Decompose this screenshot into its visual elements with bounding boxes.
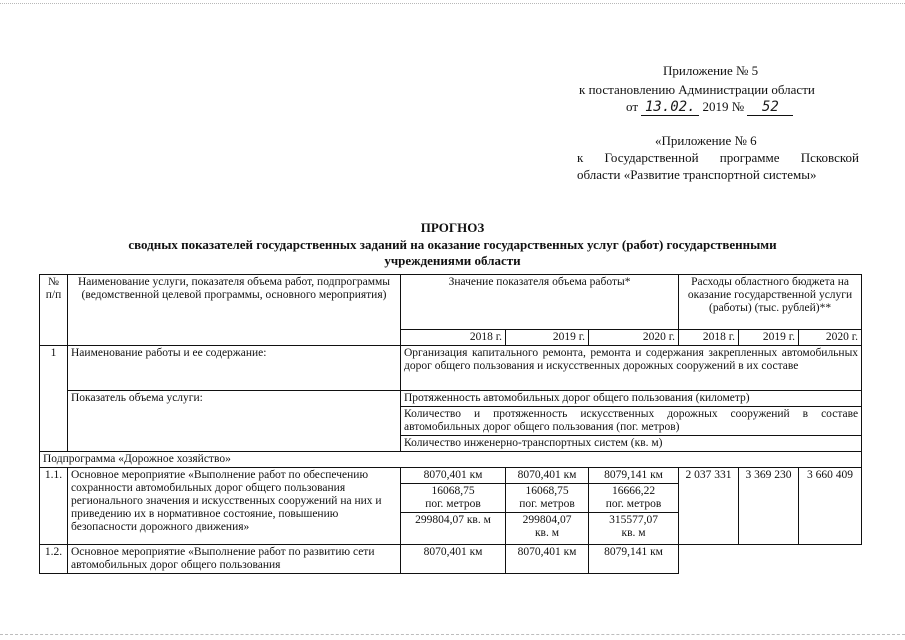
table-row <box>40 452 862 468</box>
empty-cell <box>679 545 739 574</box>
header-row <box>40 275 862 330</box>
indicator-structures: Количество и протяженность искусственных дорожных сооружений в составе автомобильных дорог общего пользования (пог. метров) <box>401 407 862 436</box>
indicator-length: Протяженность автомобильных дорог общего пользования (километр) <box>401 391 862 407</box>
header-year-volume-2019: 2019 г. <box>506 330 589 346</box>
empty-cell <box>739 545 799 574</box>
km-2019: 8070,401 км <box>506 545 589 574</box>
appendix-5-title: Приложение № 5 <box>663 63 759 78</box>
pog-2020: 16666,22 пог. метров <box>589 484 679 513</box>
appendix-5-decree: к постановлению Администрации области <box>579 82 815 97</box>
date-prefix: от <box>626 99 639 114</box>
row-num: 1.2. <box>40 545 68 574</box>
km-2019: 8070,401 км <box>506 468 589 484</box>
km-2018: 8070,401 км <box>401 468 506 484</box>
sqm-2018: 299804,07 кв. м <box>401 513 506 545</box>
header-num: № п/п <box>40 275 68 346</box>
header-budget: Расходы областного бюджета на оказание государственной услуги (работы) (тыс. рублей)** <box>679 275 862 330</box>
document-subtitle-2: учреждениями области <box>384 253 521 268</box>
budget-2018: 2 037 331 <box>679 468 739 545</box>
appendix-6-title: «Приложение № 6 <box>655 133 757 148</box>
budget-2020: 3 660 409 <box>799 468 862 545</box>
scan-edge-top <box>0 3 905 4</box>
measure-name: Основное мероприятие «Выполнение работ по развитию сети автомобильных дорог общего пользования <box>68 545 401 574</box>
appendix-5-date-line <box>626 99 793 116</box>
budget-2019: 3 369 230 <box>739 468 799 545</box>
table-row <box>40 391 862 407</box>
indicator-label: Показатель объема услуги: <box>68 391 401 452</box>
handwritten-date: 13.02. <box>641 99 699 116</box>
km-2020: 8079,141 км <box>589 545 679 574</box>
subprogram-title: Подпрограмма «Дорожное хозяйство» <box>40 452 862 468</box>
document-title: ПРОГНОЗ <box>420 220 485 235</box>
pog-2019: 16068,75 пог. метров <box>506 484 589 513</box>
table-row <box>40 346 862 391</box>
row-num: 1 <box>40 346 68 452</box>
km-2020: 8079,141 км <box>589 468 679 484</box>
header-year-volume-2020: 2020 г. <box>589 330 679 346</box>
work-content: Организация капитального ремонта, ремонта и содержания закрепленных автомобильных дорог общего пользования и искусственных дорожных сооружений в их составе <box>401 346 862 391</box>
km-2018: 8070,401 км <box>401 545 506 574</box>
forecast-table <box>39 274 862 574</box>
work-label: Наименование работы и ее содержание: <box>68 346 401 391</box>
header-volume: Значение показателя объема работы* <box>401 275 679 330</box>
header-year-budget-2018: 2018 г. <box>679 330 739 346</box>
scan-edge-bottom <box>0 634 905 635</box>
table-row <box>40 545 862 574</box>
sqm-2020: 315577,07 кв. м <box>589 513 679 545</box>
indicator-systems: Количество инженерно-транспортных систем (кв. м) <box>401 436 862 452</box>
header-year-volume-2018: 2018 г. <box>401 330 506 346</box>
header-name: Наименование услуги, показателя объема работ, подпрограммы (ведомственной целевой программы, основного мероприятия) <box>68 275 401 346</box>
header-year-budget-2019: 2019 г. <box>739 330 799 346</box>
measure-name: Основное мероприятие «Выполнение работ по обеспечению сохранности автомобильных дорог общего пользования регионального значения и искусственных сооружений на них и приведению их в нормативное состояние, повышению безопасности дорожного движения» <box>68 468 401 545</box>
header-year-budget-2020: 2020 г. <box>799 330 862 346</box>
year-and-number-label: 2019 № <box>702 99 745 114</box>
row-num: 1.1. <box>40 468 68 545</box>
empty-cell <box>799 545 862 574</box>
appendix-6-program: к Государственной программе Псковской <box>577 150 859 165</box>
sqm-2019: 299804,07 кв. м <box>506 513 589 545</box>
appendix-6-program-name: области «Развитие транспортной системы» <box>577 167 817 182</box>
handwritten-number: 52 <box>747 99 793 116</box>
document-subtitle-1: сводных показателей государственных заданий на оказание государственных услуг (работ) государственными <box>128 237 777 252</box>
table-row <box>40 468 862 484</box>
pog-2018: 16068,75 пог. метров <box>401 484 506 513</box>
